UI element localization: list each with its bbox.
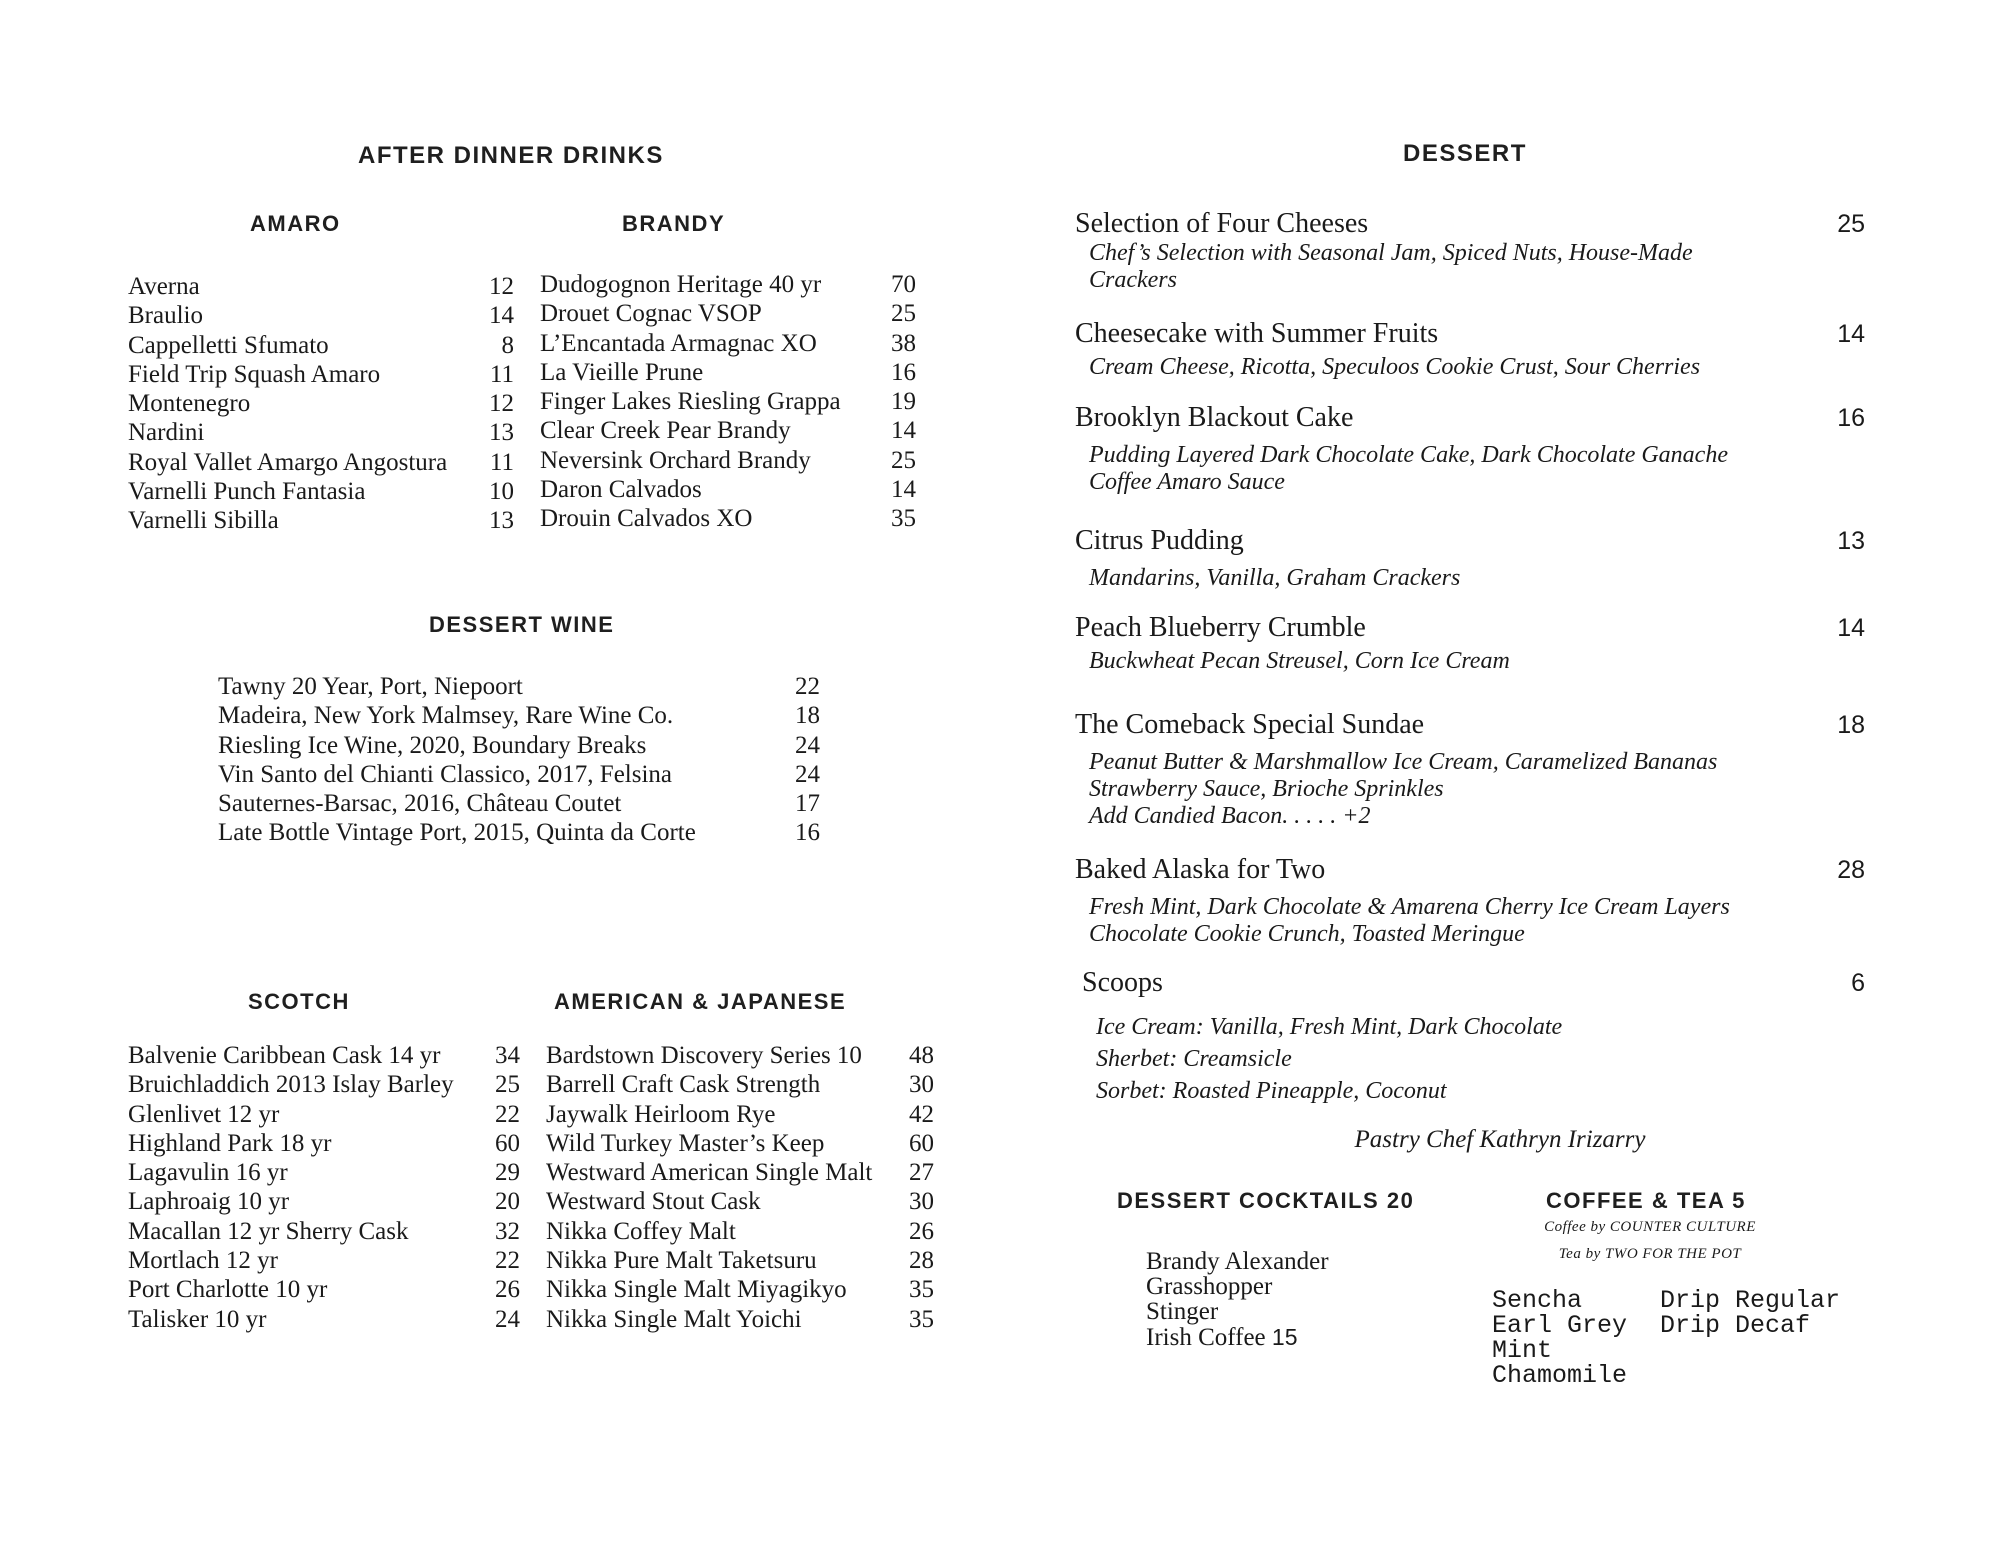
list-item: Grasshopper — [1146, 1273, 1273, 1300]
dessert-name: Selection of Four Cheeses — [1075, 208, 1369, 239]
item-name: Riesling Ice Wine, 2020, Boundary Breaks — [218, 731, 647, 759]
dessert-item — [1075, 612, 1865, 675]
item-price: 17 — [795, 790, 820, 818]
menu-item — [546, 1070, 934, 1099]
menu-item — [540, 475, 916, 504]
item-name: Wild Turkey Master’s Keep — [546, 1129, 825, 1157]
item-name: Braulio — [128, 302, 203, 330]
item-price: 35 — [891, 505, 916, 533]
item-price: 30 — [909, 1188, 934, 1216]
item-name: Macallan 12 yr Sherry Cask — [128, 1217, 409, 1245]
menu-item — [128, 1158, 520, 1187]
menu-item — [128, 1217, 520, 1246]
dessert-item — [1075, 318, 1865, 381]
dessert-price: 6 — [1851, 969, 1865, 997]
menu-item — [128, 1041, 520, 1070]
dessert-description: Pudding Layered Dark Chocolate Cake, Dark Chocolate Ganache — [1089, 442, 1728, 468]
item-name: Averna — [128, 273, 200, 300]
menu-item — [128, 1305, 520, 1334]
coffee-tea-heading: COFFEE & TEA 5 — [1546, 1188, 1746, 1213]
dessert-item — [1075, 402, 1865, 496]
dessert-description: Fresh Mint, Dark Chocolate & Amarena Cherry Ice Cream Layers — [1089, 894, 1730, 920]
list-item: Drip Regular — [1660, 1286, 1841, 1315]
item-price: 35 — [909, 1276, 934, 1304]
dessert-description: Strawberry Sauce, Brioche Sprinkles — [1089, 776, 1444, 802]
menu-item — [546, 1275, 934, 1304]
item-name: Mortlach 12 yr — [128, 1247, 278, 1275]
item-price: 13 — [489, 507, 514, 535]
item-name: Westward American Single Malt — [546, 1159, 873, 1187]
menu-item — [540, 358, 916, 387]
item-name: Tawny 20 Year, Port, Niepoort — [218, 673, 523, 700]
item-name: Madeira, New York Malmsey, Rare Wine Co. — [218, 702, 674, 730]
item-name: Laphroaig 10 yr — [128, 1188, 290, 1216]
dessert-item — [1075, 709, 1865, 830]
menu-item — [546, 1129, 934, 1158]
item-price: 22 — [495, 1100, 520, 1128]
menu-item — [128, 331, 514, 360]
scotch-heading: SCOTCH — [248, 989, 350, 1014]
irish-coffee-price: 15 — [1271, 1324, 1298, 1350]
menu-item — [128, 418, 514, 447]
dessert-price: 13 — [1837, 527, 1865, 555]
item-price: 35 — [909, 1305, 934, 1333]
dessert-item — [1082, 967, 1865, 1107]
list-item: Brandy Alexander — [1146, 1248, 1329, 1275]
item-name: Sauternes-Barsac, 2016, Château Coutet — [218, 790, 622, 818]
item-price: 38 — [891, 329, 916, 357]
item-name: Nikka Pure Malt Taketsuru — [546, 1247, 817, 1275]
menu-item — [218, 672, 820, 701]
item-price: 26 — [495, 1276, 520, 1304]
item-price: 30 — [909, 1071, 934, 1099]
after-dinner-drinks-title: AFTER DINNER DRINKS — [358, 142, 664, 169]
item-name: Nardini — [128, 419, 205, 447]
dessert-name: Baked Alaska for Two — [1075, 854, 1326, 885]
item-price: 28 — [909, 1247, 934, 1275]
dessert-description: Sorbet: Roasted Pineapple, Coconut — [1096, 1078, 1447, 1104]
menu-item — [218, 760, 820, 789]
menu-item — [128, 389, 514, 418]
dessert-item — [1075, 854, 1865, 948]
item-price: 25 — [891, 446, 916, 474]
item-price: 22 — [495, 1247, 520, 1275]
item-name: Cappelletti Sfumato — [128, 331, 329, 359]
item-name: La Vieille Prune — [540, 358, 704, 386]
list-item: Mint — [1492, 1336, 1553, 1365]
item-price: 34 — [495, 1042, 520, 1069]
item-price: 26 — [909, 1217, 934, 1245]
dessert-title: DESSERT — [1403, 140, 1527, 167]
item-price: 25 — [495, 1071, 520, 1099]
irish-coffee-name: Irish Coffee — [1146, 1324, 1266, 1351]
dessert-price: 16 — [1837, 404, 1865, 432]
menu-item — [128, 1275, 520, 1304]
list-item: Sencha — [1492, 1286, 1583, 1315]
item-name: Talisker 10 yr — [128, 1305, 267, 1333]
item-price: 14 — [891, 417, 916, 445]
item-name: Bruichladdich 2013 Islay Barley — [128, 1071, 454, 1099]
dessert-description: Chef’s Selection with Seasonal Jam, Spiced Nuts, House-Made — [1089, 240, 1693, 266]
item-name: Drouet Cognac VSOP — [540, 300, 762, 328]
menu-item — [128, 1187, 520, 1216]
item-price: 19 — [891, 388, 916, 416]
menu-item — [540, 387, 916, 416]
item-price: 32 — [495, 1217, 520, 1245]
item-price: 42 — [909, 1100, 934, 1128]
dessert-price: 28 — [1837, 856, 1865, 884]
item-name: Varnelli Punch Fantasia — [128, 478, 366, 506]
dessert-description: Peanut Butter & Marshmallow Ice Cream, Caramelized Bananas — [1089, 749, 1718, 775]
menu-item — [540, 299, 916, 328]
dessert-name: Brooklyn Blackout Cake — [1075, 402, 1354, 433]
item-price: 11 — [489, 360, 514, 388]
menu-item — [128, 1070, 520, 1099]
dessert-cocktails-heading: DESSERT COCKTAILS 20 — [1117, 1188, 1415, 1213]
menu-item — [546, 1100, 934, 1129]
tea-supplier-credit: Tea by TWO FOR THE POT — [1558, 1246, 1742, 1262]
coffee-roaster-credit: Coffee by COUNTER CULTURE — [1544, 1219, 1756, 1235]
item-price: 25 — [891, 300, 916, 328]
dessert-name: Citrus Pudding — [1075, 525, 1244, 556]
dessert-description: Mandarins, Vanilla, Graham Crackers — [1089, 565, 1461, 591]
amaro-heading: AMARO — [250, 211, 341, 236]
dessert-price: 18 — [1837, 711, 1865, 739]
dessert-wine-heading: DESSERT WINE — [429, 612, 615, 637]
item-name: Clear Creek Pear Brandy — [540, 417, 791, 445]
menu-item — [128, 448, 514, 477]
menu-item — [128, 301, 514, 330]
item-name: Nikka Single Malt Yoichi — [546, 1305, 802, 1333]
item-name: Montenegro — [128, 390, 251, 418]
item-price: 70 — [891, 271, 916, 298]
dessert-cocktails-list — [1146, 1249, 1329, 1324]
item-price: 24 — [795, 760, 820, 788]
item-name: Glenlivet 12 yr — [128, 1100, 280, 1128]
menu-item — [218, 789, 820, 818]
menu-item — [218, 731, 820, 760]
item-price: 22 — [795, 673, 820, 700]
dessert-description: Cream Cheese, Ricotta, Speculoos Cookie Crust, Sour Cherries — [1089, 354, 1701, 380]
american-japanese-list — [546, 1041, 934, 1334]
dessert-item — [1075, 525, 1865, 592]
dessert-description: Buckwheat Pecan Streusel, Corn Ice Cream — [1089, 648, 1510, 674]
item-price: 24 — [495, 1305, 520, 1333]
item-price: 13 — [489, 419, 514, 447]
item-price: 11 — [489, 448, 514, 476]
list-item: Earl Grey — [1492, 1311, 1628, 1340]
dessert-description: Ice Cream: Vanilla, Fresh Mint, Dark Chocolate — [1096, 1014, 1563, 1040]
item-name: Bardstown Discovery Series 10 — [546, 1042, 862, 1069]
item-name: Balvenie Caribbean Cask 14 yr — [128, 1042, 441, 1069]
menu-item — [128, 360, 514, 389]
item-price: 12 — [489, 390, 514, 418]
menu-item — [128, 1246, 520, 1275]
dessert-wine-list — [218, 672, 820, 848]
item-price: 24 — [795, 731, 820, 759]
menu-item — [540, 329, 916, 358]
dessert-description: Chocolate Cookie Crunch, Toasted Meringue — [1089, 921, 1525, 947]
item-name: L’Encantada Armagnac XO — [540, 329, 817, 357]
item-name: Nikka Coffey Malt — [546, 1217, 736, 1245]
item-name: Royal Vallet Amargo Angostura — [128, 448, 448, 476]
item-price: 20 — [495, 1188, 520, 1216]
dessert-description: Coffee Amaro Sauce — [1089, 469, 1285, 495]
dessert-name: Cheesecake with Summer Fruits — [1075, 318, 1439, 349]
dessert-name: Scoops — [1082, 967, 1163, 998]
item-price: 14 — [489, 302, 514, 330]
item-price: 8 — [501, 331, 514, 359]
menu-item — [218, 701, 820, 730]
item-name: Late Bottle Vintage Port, 2015, Quinta da Corte — [218, 819, 696, 847]
item-name: Varnelli Sibilla — [128, 507, 279, 535]
dessert-description: Sherbet: Creamsicle — [1096, 1046, 1292, 1072]
item-name: Nikka Single Malt Miyagikyo — [546, 1276, 847, 1304]
item-name: Vin Santo del Chianti Classico, 2017, Felsina — [218, 760, 673, 788]
menu-item — [546, 1246, 934, 1275]
menu-item — [128, 1100, 520, 1129]
menu-item — [546, 1217, 934, 1246]
menu-item — [546, 1158, 934, 1187]
menu-item — [540, 504, 916, 533]
item-price: 29 — [495, 1159, 520, 1187]
item-name: Dudogognon Heritage 40 yr — [540, 271, 822, 298]
menu-item — [218, 818, 820, 847]
menu-item — [128, 477, 514, 506]
item-price: 12 — [489, 273, 514, 300]
menu-item — [128, 506, 514, 535]
item-price: 48 — [909, 1042, 934, 1069]
item-name: Highland Park 18 yr — [128, 1129, 332, 1157]
dessert-description: Crackers — [1089, 267, 1177, 293]
item-name: Daron Calvados — [540, 476, 702, 504]
item-name: Field Trip Squash Amaro — [128, 360, 381, 388]
item-name: Lagavulin 16 yr — [128, 1159, 288, 1187]
dessert-description: Add Candied Bacon. . . . . +2 — [1089, 803, 1371, 829]
american-japanese-heading: AMERICAN & JAPANESE — [554, 989, 847, 1014]
tea-list — [1492, 1288, 1627, 1388]
menu-item — [546, 1305, 934, 1334]
item-name: Neversink Orchard Brandy — [540, 446, 811, 474]
brandy-list — [540, 270, 916, 534]
dessert-name: The Comeback Special Sundae — [1075, 709, 1425, 740]
item-price: 18 — [795, 702, 820, 730]
item-price: 27 — [909, 1159, 934, 1187]
item-name: Finger Lakes Riesling Grappa — [540, 388, 841, 416]
dessert-item — [1075, 208, 1865, 294]
coffee-list — [1660, 1288, 1840, 1338]
menu-item — [546, 1041, 934, 1070]
item-name: Drouin Calvados XO — [540, 505, 753, 533]
item-price: 60 — [495, 1129, 520, 1157]
irish-coffee-item — [1146, 1324, 1298, 1352]
item-price: 16 — [795, 819, 820, 847]
menu-item — [540, 446, 916, 475]
item-name: Westward Stout Cask — [546, 1188, 761, 1216]
list-item: Chamomile — [1492, 1361, 1628, 1390]
scotch-list — [128, 1041, 520, 1334]
item-price: 10 — [489, 478, 514, 506]
item-price: 16 — [891, 358, 916, 386]
menu-item — [540, 270, 916, 299]
item-price: 60 — [909, 1129, 934, 1157]
menu-item — [128, 272, 514, 301]
dessert-price: 25 — [1837, 210, 1865, 238]
list-item: Stinger — [1146, 1298, 1219, 1325]
item-price: 14 — [891, 476, 916, 504]
list-item: Drip Decaf — [1660, 1311, 1811, 1340]
dessert-name: Peach Blueberry Crumble — [1075, 612, 1366, 643]
item-name: Port Charlotte 10 yr — [128, 1276, 328, 1304]
brandy-heading: BRANDY — [622, 211, 726, 236]
item-name: Barrell Craft Cask Strength — [546, 1071, 821, 1099]
menu-item — [540, 416, 916, 445]
dessert-price: 14 — [1837, 614, 1865, 642]
menu-item — [546, 1187, 934, 1216]
pastry-chef-credit: Pastry Chef Kathryn Irizarry — [1354, 1126, 1646, 1153]
menu-item — [128, 1129, 520, 1158]
amaro-list — [128, 272, 514, 536]
item-name: Jaywalk Heirloom Rye — [546, 1100, 776, 1128]
dessert-price: 14 — [1837, 320, 1865, 348]
